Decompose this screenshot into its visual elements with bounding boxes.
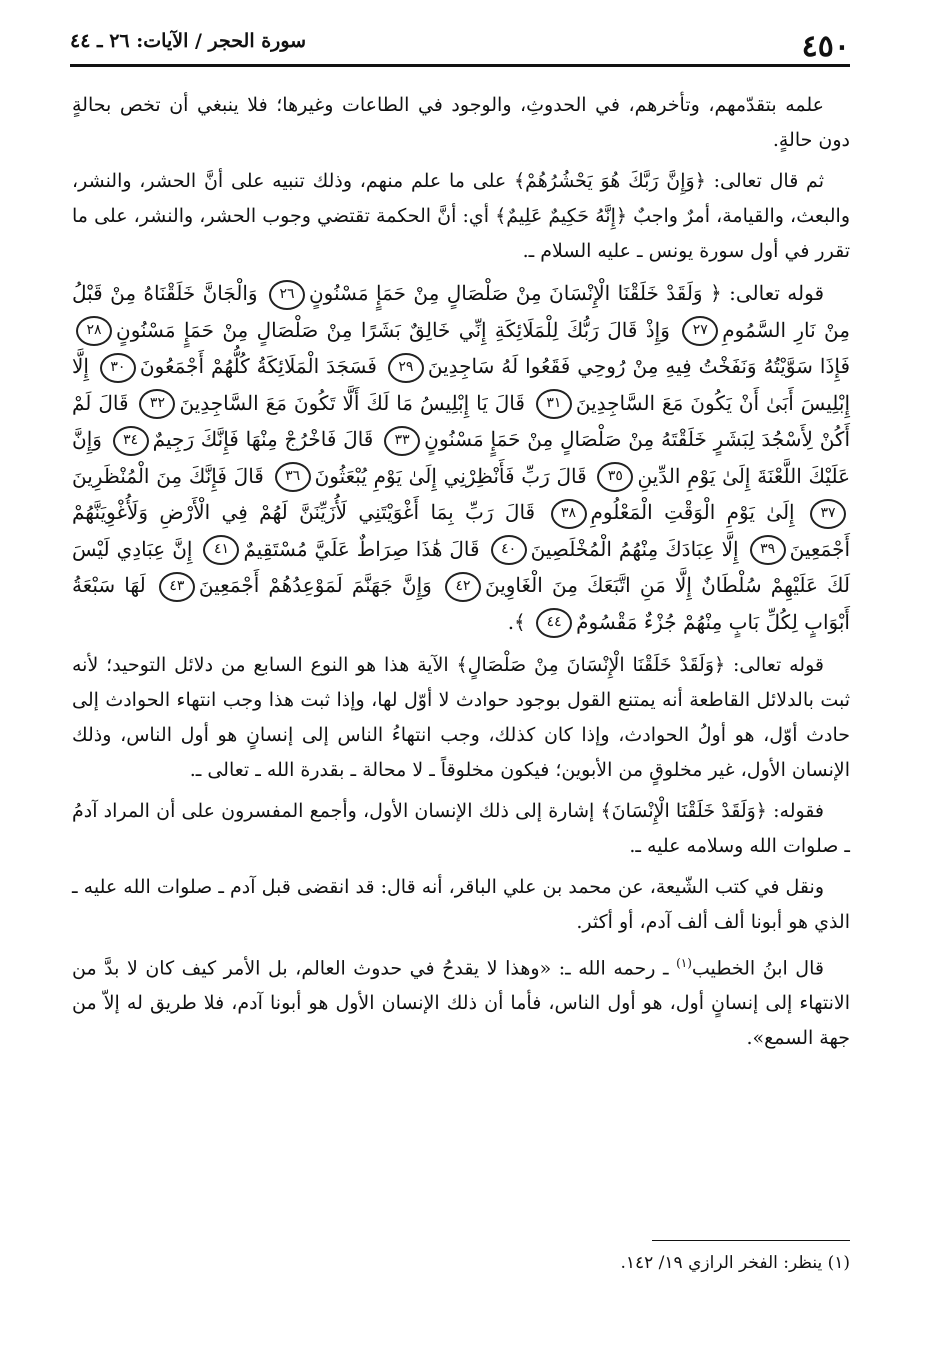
verse-text: قَالَ فَإِنَّكَ مِنَ الْمُنْظَرِينَ xyxy=(72,463,264,488)
verse-number-marker: ٣١ xyxy=(536,389,572,419)
verse-number-marker: ٣٩ xyxy=(750,535,786,565)
verse-text: قَالَ لَمْ أَكُنْ لِأَسْجُدَ لِبَشَرٍ خَلَقْتَهُ مِنْ صَلْصَالٍ مِنْ حَمَإٍ مَسْنُونٍ xyxy=(72,390,850,451)
paragraph-6: ونقل في كتب الشّيعة، عن محمد بن علي الباقر، أنه قال: قد انقضى قبل آدم ـ صلوات الله عليه ـ الذي هو أبونا ألف ألف آدم، أو أكثر. xyxy=(72,876,850,933)
paragraph-7-start: قال ابنُ الخطيب xyxy=(691,957,824,980)
paragraph-7 xyxy=(72,946,850,1056)
footnote-divider xyxy=(652,1240,850,1241)
running-title: سورة الحجر / الآيات: ٢٦ ـ ٤٤ xyxy=(70,30,307,52)
paragraph-4: قوله تعالى: ﴿وَلَقَدْ خَلَقْنَا الْإِنْسَانَ مِنْ صَلْصَالٍ﴾ الآية هذا هو النوع السابع من دلائل التوحيد؛ لأنه ثبت بالدلائل القاطعة أنه يمتنع القول بوجود حوادث لا أوّل لها، وإذا ثبت هذا وجب انتهاء الحوادث إلى حادث أوّل، هو أولُ الحوادث، وإذا كان كذلك، وجب انتهاءُ الناس إلى إنسانٍ هو أول الناس، وذلك الإنسان الأول، غير مخلوقٍ من الأبوين؛ فيكون مخلوقاً ـ لا محالة ـ بقدرة الله ـ تعالى ـ. xyxy=(72,654,850,781)
verse-text: إِلَّا عِبَادَكَ مِنْهُمُ الْمُخْلَصِينَ xyxy=(530,536,739,561)
footnote-reference[interactable]: (١) xyxy=(676,956,692,970)
verse-text: فَسَجَدَ الْمَلَائِكَةُ كُلُّهُمْ أَجْمَعُونَ xyxy=(139,354,377,378)
verse-number-marker: ٣٠ xyxy=(100,353,136,383)
verse-number-marker: ٤١ xyxy=(203,535,239,565)
header-divider xyxy=(70,64,850,67)
verse-text: وَإِنَّ عَلَيْكَ اللَّعْنَةَ إِلَىٰ يَوْمِ الدِّينِ xyxy=(72,427,851,488)
page-number: ٤٥٠ xyxy=(801,28,850,64)
paragraph-1: علمه بتقدّمهم، وتأخرهم، في الحدوثِ، والوجود في الطاعات وغيرها؛ فلا ينبغي أن تخص بحالةٍ دون حالةٍ. xyxy=(72,94,850,151)
verse-number-marker: ٣٥ xyxy=(597,462,633,492)
verse-number-marker: ٣٢ xyxy=(139,389,175,419)
verse-number-marker: ٤٣ xyxy=(159,572,195,602)
paragraph-5: فقوله: ﴿وَلَقَدْ خَلَقْنَا الْإِنْسَانَ﴾ إشارة إلى ذلك الإنسان الأول، وأجمع المفسرون على أن المراد آدمُ ـ صلوات الله وسلامه عليه ـ. xyxy=(72,800,850,857)
verse-text: إِنَّ عِبَادِي لَيْسَ لَكَ عَلَيْهِمْ سُلْطَانٌ إِلَّا مَنِ اتَّبَعَكَ مِنَ الْغَاوِينَ xyxy=(72,536,850,597)
verse-list xyxy=(72,281,850,634)
verse-number-marker: ٣٨ xyxy=(551,499,587,529)
quran-intro: قوله تعالى: ﴿ xyxy=(709,281,825,305)
verse-text: فَإِذَا سَوَّيْتُهُ وَنَفَخْتُ فِيهِ مِنْ رُوحِي فَقَعُوا لَهُ سَاجِدِينَ xyxy=(427,354,851,378)
verse-text: قَالَ رَبِّ فَأَنْظِرْنِي إِلَىٰ يَوْمِ يُبْعَثُونَ xyxy=(314,463,587,488)
verse-text: قَالَ رَبِّ بِمَا أَغْوَيْتَنِي لَأُزَيِّنَنَّ لَهُمْ فِي الْأَرْضِ وَلَأُغْوِيَنَّهُمْ أَجْمَعِينَ xyxy=(72,500,850,561)
verse-text: وَالْجَانَّ خَلَقْنَاهُ مِنْ قَبْلُ مِنْ نَارِ السَّمُومِ xyxy=(72,281,850,342)
verse-number-marker: ٢٧ xyxy=(682,316,718,346)
verse-text: قَالَ هَٰذَا صِرَاطٌ عَلَيَّ مُسْتَقِيمٌ xyxy=(243,536,480,561)
verse-text: لَهَا سَبْعَةُ أَبْوَابٍ لِكُلِّ بَابٍ مِنْهُمْ جُزْءٌ مَقْسُومٌ xyxy=(72,573,850,634)
verse-number-marker: ٣٧ xyxy=(810,499,846,529)
verse-number-marker: ٤٠ xyxy=(491,535,527,565)
verse-number-marker: ٢٩ xyxy=(388,353,424,383)
verse-number-marker: ٣٣ xyxy=(384,426,420,456)
verse-number-marker: ٤٢ xyxy=(445,572,481,602)
footnote: (١) ينظر: الفخر الرازي ١٩/ ١٤٢. xyxy=(620,1253,850,1273)
paragraph-2: ثم قال تعالى: ﴿وَإِنَّ رَبَّكَ هُوَ يَحْشُرُهُمْ﴾ على ما علم منهم، وذلك تنبيه على أنَّ الحشر، والنشر، والبعث، والقيامة، أمرٌ واجبٌ ﴿إِنَّهُ حَكِيمٌ عَلِيمٌ﴾ أي: أنَّ الحكمة تقتضي وجوب الحشر، والنشر، على ما تقرر في أول سورة يونس ـ عليه السلام ـ. xyxy=(72,170,850,262)
verse-number-marker: ٤٤ xyxy=(536,608,572,638)
verse-text: وَإِذْ قَالَ رَبُّكَ لِلْمَلَائِكَةِ إِنِّي خَالِقٌ بَشَرًا مِنْ صَلْصَالٍ مِنْ حَمَإٍ مَسْنُونٍ xyxy=(116,317,670,342)
page-header xyxy=(70,26,850,66)
verse-text: قَالَ فَاخْرُجْ مِنْهَا فَإِنَّكَ رَجِيمٌ xyxy=(152,427,374,451)
quran-passage xyxy=(72,275,850,640)
paragraph-7-rest: ـ رحمه الله ـ: «وهذا لا يقدحُ في حدوث العالم، بل الأمر كيف كان لا بدَّ من الانتهاء إلى إنسانٍ أول، هو أول الناس، فأما أن ذلك الإنسان الأول هو أبونا آدم، فلا طريق له إلاّ من جهة السمع». xyxy=(72,957,850,1050)
verse-text: قَالَ يَا إِبْلِيسُ مَا لَكَ أَلَّا تَكُونَ مَعَ السَّاجِدِينَ xyxy=(179,390,525,415)
verse-number-marker: ٣٦ xyxy=(275,462,311,492)
verse-text: وَلَقَدْ خَلَقْنَا الْإِنْسَانَ مِنْ صَلْصَالٍ مِنْ حَمَإٍ مَسْنُونٍ xyxy=(308,281,703,305)
header-rule-wrap xyxy=(70,26,786,66)
verse-number-marker: ٢٦ xyxy=(269,280,305,310)
verse-number-marker: ٣٤ xyxy=(113,426,149,456)
quran-outro: ﴾. xyxy=(507,609,526,634)
verse-number-marker: ٢٨ xyxy=(76,316,112,346)
page-body xyxy=(72,88,850,1062)
verse-text: وَإِنَّ جَهَنَّمَ لَمَوْعِدُهُمْ أَجْمَعِينَ xyxy=(198,573,432,597)
verse-text: إِلَّا إِبْلِيسَ أَبَىٰ أَنْ يَكُونَ مَعَ السَّاجِدِينَ xyxy=(72,354,851,415)
verse-text: إِلَىٰ يَوْمِ الْوَقْتِ الْمَعْلُومِ xyxy=(590,500,795,524)
